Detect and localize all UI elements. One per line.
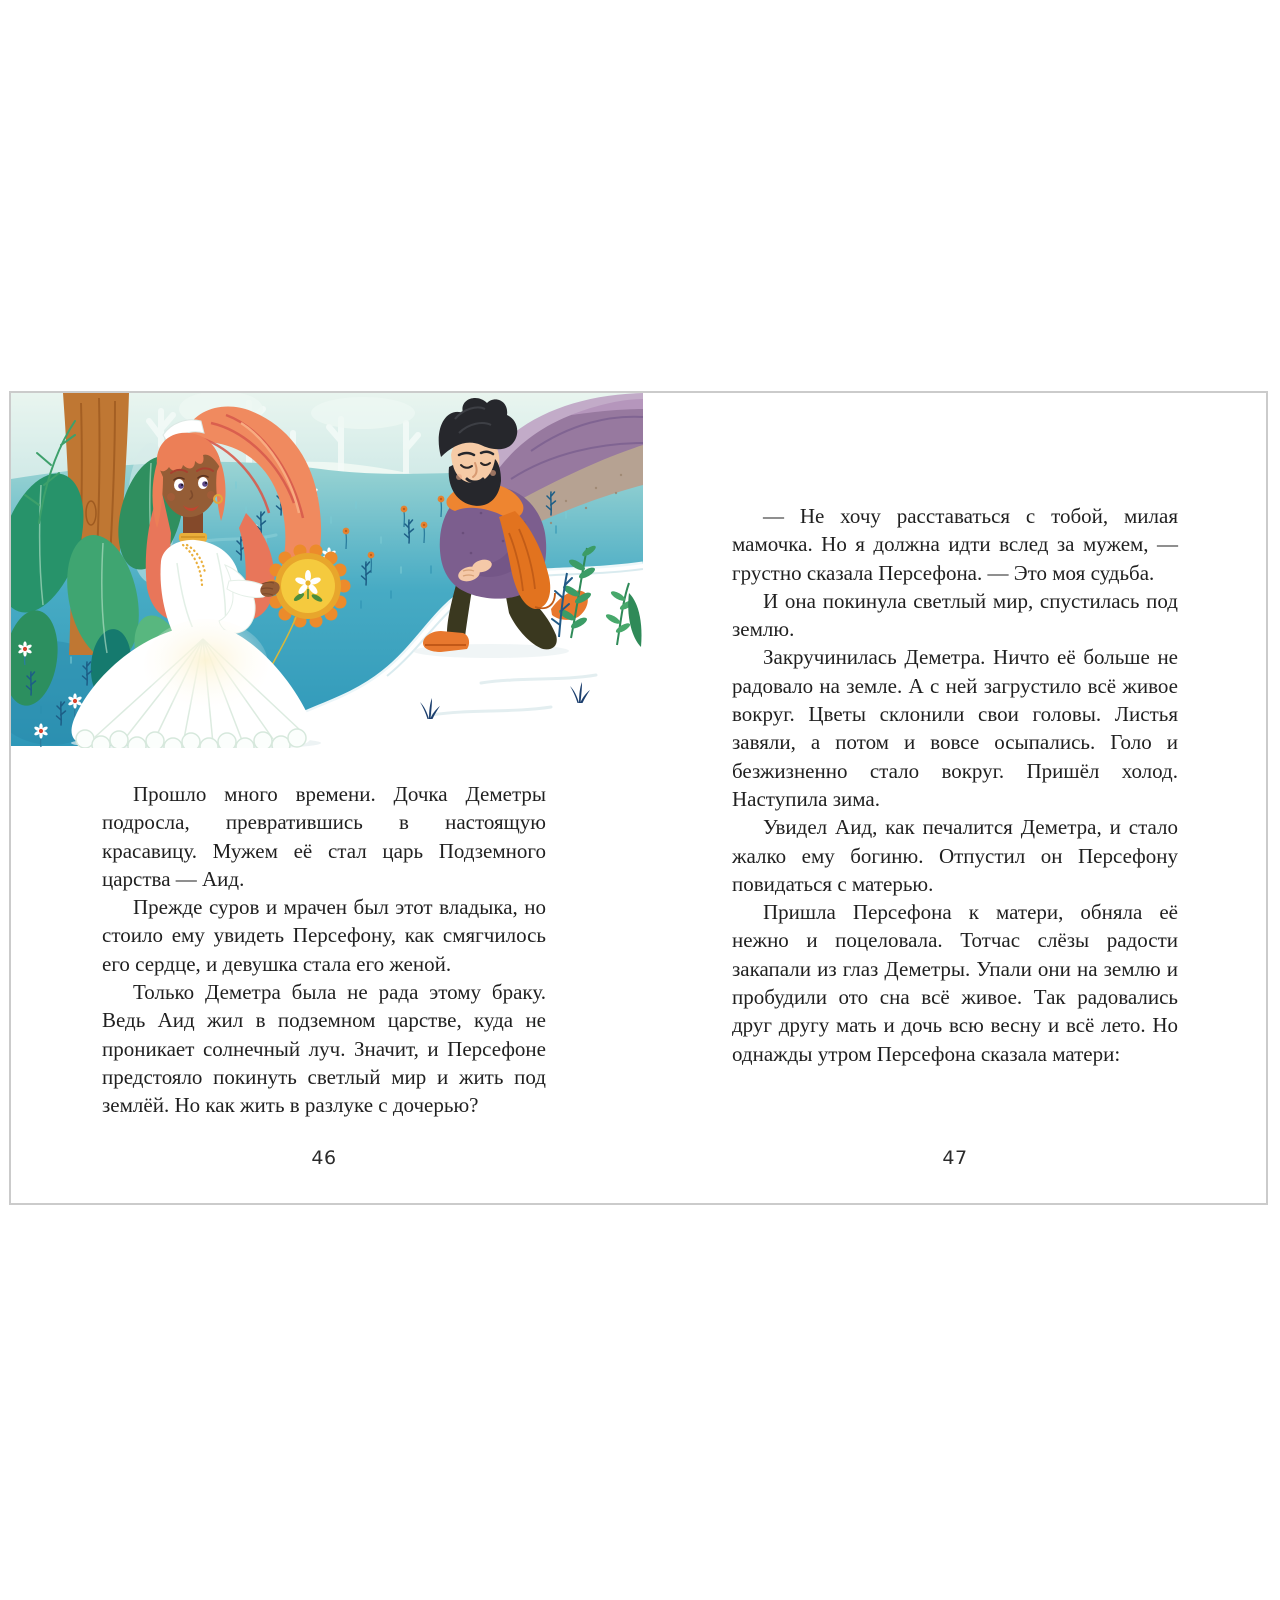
paragraph: Закручинилась Деметра. Ничто её больше не радовало на земле. А с ней загрустило всё живое вокруг. Цветы склонили свои головы. Листья завяли, а потом и вовсе осыпались. Голо и безжизненно стало вокруг. Пришёл холод. Наступила зима. (732, 645, 1178, 811)
right-page-text (732, 502, 1178, 1068)
story-illustration (11, 393, 643, 748)
book-spread (9, 391, 1268, 1205)
paragraph: — Не хочу расставаться с тобой, милая мамочка. Но я должна идти вслед за мужем, — грустно сказала Персефона. — Это моя судьба. (732, 504, 1178, 585)
left-page-text (102, 780, 546, 1120)
paragraph: Только Деметра была не рада этому браку. Ведь Аид жил в подземном царстве, куда не проникает солнечный луч. Значит, и Персефоне предстояло покинуть светлый мир и жить под землёй. Но как жить в разлуке с дочерью? (102, 980, 546, 1118)
right-page-number: 47 (942, 1147, 968, 1169)
paragraph: Пришла Персефона к матери, обняла её нежно и поцеловала. Тотчас слёзы радости закапали из глаз Деметры. Упали они на землю и пробудили ото сна всё живое. Так радовались друг другу мать и дочь всю весну и всё лето. Но однажды утром Персефона сказала матери: (732, 900, 1178, 1066)
left-page-number: 46 (311, 1147, 337, 1169)
paragraph: Увидел Аид, как печалится Деметра, и стало жалко ему богиню. Отпустил он Персефону повидаться с матерью. (732, 815, 1178, 896)
paragraph: И она покинула светлый мир, спустилась под землю. (732, 588, 1178, 642)
paragraph: Прежде суров и мрачен был этот владыка, но стоило ему увидеть Персефону, как смягчилось его сердце, и девушка стала его женой. (102, 895, 546, 976)
paragraph: Прошло много времени. Дочка Деметры подросла, превратившись в настоящую красавицу. Мужем её стал царь Подземного царства — Аид. (102, 782, 546, 891)
